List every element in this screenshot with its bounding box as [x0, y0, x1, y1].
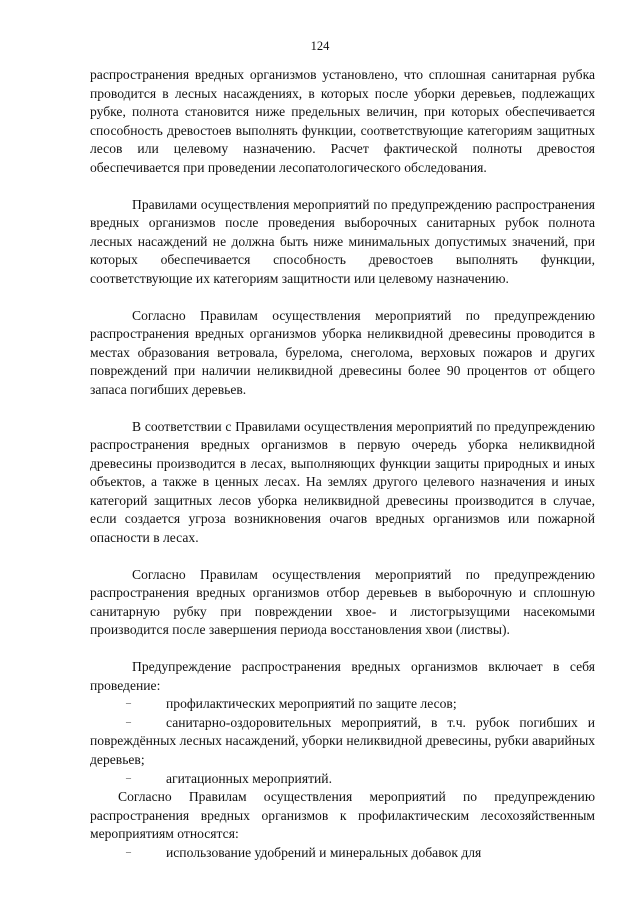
list-item-text: санитарно-оздоровительных мероприятий, в т.ч. рубок погибших и повреждённых лесных насаждений, уборки неликвидной древесины, рубки аварийных деревьев; [90, 714, 595, 767]
list-item-text: использование удобрений и минеральных добавок для [166, 844, 482, 860]
paragraph-1: распространения вредных организмов установлено, что сплошная санитарная рубка проводится в лесных насаждениях, в которых после уборки деревьев, подлежащих рубке, полнота становится ниже предельных величин, при которых обеспечивается способность древостоев выполнять функции, соответствующие категориям защитных лесов или целевому назначению. Расчет фактической полноты древостоя обеспечивается при проведении лесопатологического обследования. [90, 67, 595, 175]
list-item-text: агитационных мероприятий. [166, 770, 332, 786]
dash-marker: – [126, 698, 131, 710]
list-item [90, 844, 595, 863]
paragraph-4: В соответствии с Правилами осуществления мероприятий по предупреждению распространения вредных организмов в первую очередь уборка неликвидной древесины производится в лесах, выполняющих функции защиты природных и иных объектов, а также в ценных лесах. На землях другого целевого назначения и иных категорий защитных лесов уборка неликвидной древесины производится в случае, если создается угроза возникновения очагов вредных организмов или пожарной опасности в лесах. [90, 418, 595, 546]
dash-marker: – [126, 716, 131, 728]
dash-marker: – [126, 772, 131, 784]
page-number: 124 [310, 39, 330, 53]
paragraph-6: Предупреждение распространения вредных организмов включает в себя проведение: [90, 659, 595, 693]
list-item [90, 770, 595, 789]
list-item-text: профилактических мероприятий по защите лесов; [166, 696, 457, 712]
list-item [90, 695, 595, 714]
paragraph-2: Правилами осуществления мероприятий по предупреждению распространения вредных организмов после проведения выборочных санитарных рубок полнота лесных насаждений не должна быть ниже минимальных допустимых значений, при которых обеспечивается способность древостоев выполнять функции, соответствующие их категориям защитности или целевому назначению. [90, 196, 595, 286]
paragraph-5: Согласно Правилам осуществления мероприятий по предупреждению распространения вредных организмов отбор деревьев в выборочную и сплошную санитарную рубку при повреждении хвое- и листогрызущими насекомыми производится после завершения периода восстановления хвои (листвы). [90, 566, 595, 638]
dash-marker: – [126, 846, 131, 858]
paragraph-3: Согласно Правилам осуществления мероприятий по предупреждению распространения вредных организмов уборка неликвидной древесины проводится в местах образования ветровала, бурелома, снеголома, верховых пожаров и других повреждений при наличии неликвидной древесины более 90 процентов от общего запаса погибших деревьев. [90, 307, 595, 397]
page-body [90, 66, 595, 863]
list-item [90, 714, 595, 770]
closing-paragraph: Согласно Правилам осуществления мероприятий по предупреждению распространения вредных организмов к профилактическим лесохозяйственным мероприятиям относятся: [90, 789, 595, 842]
